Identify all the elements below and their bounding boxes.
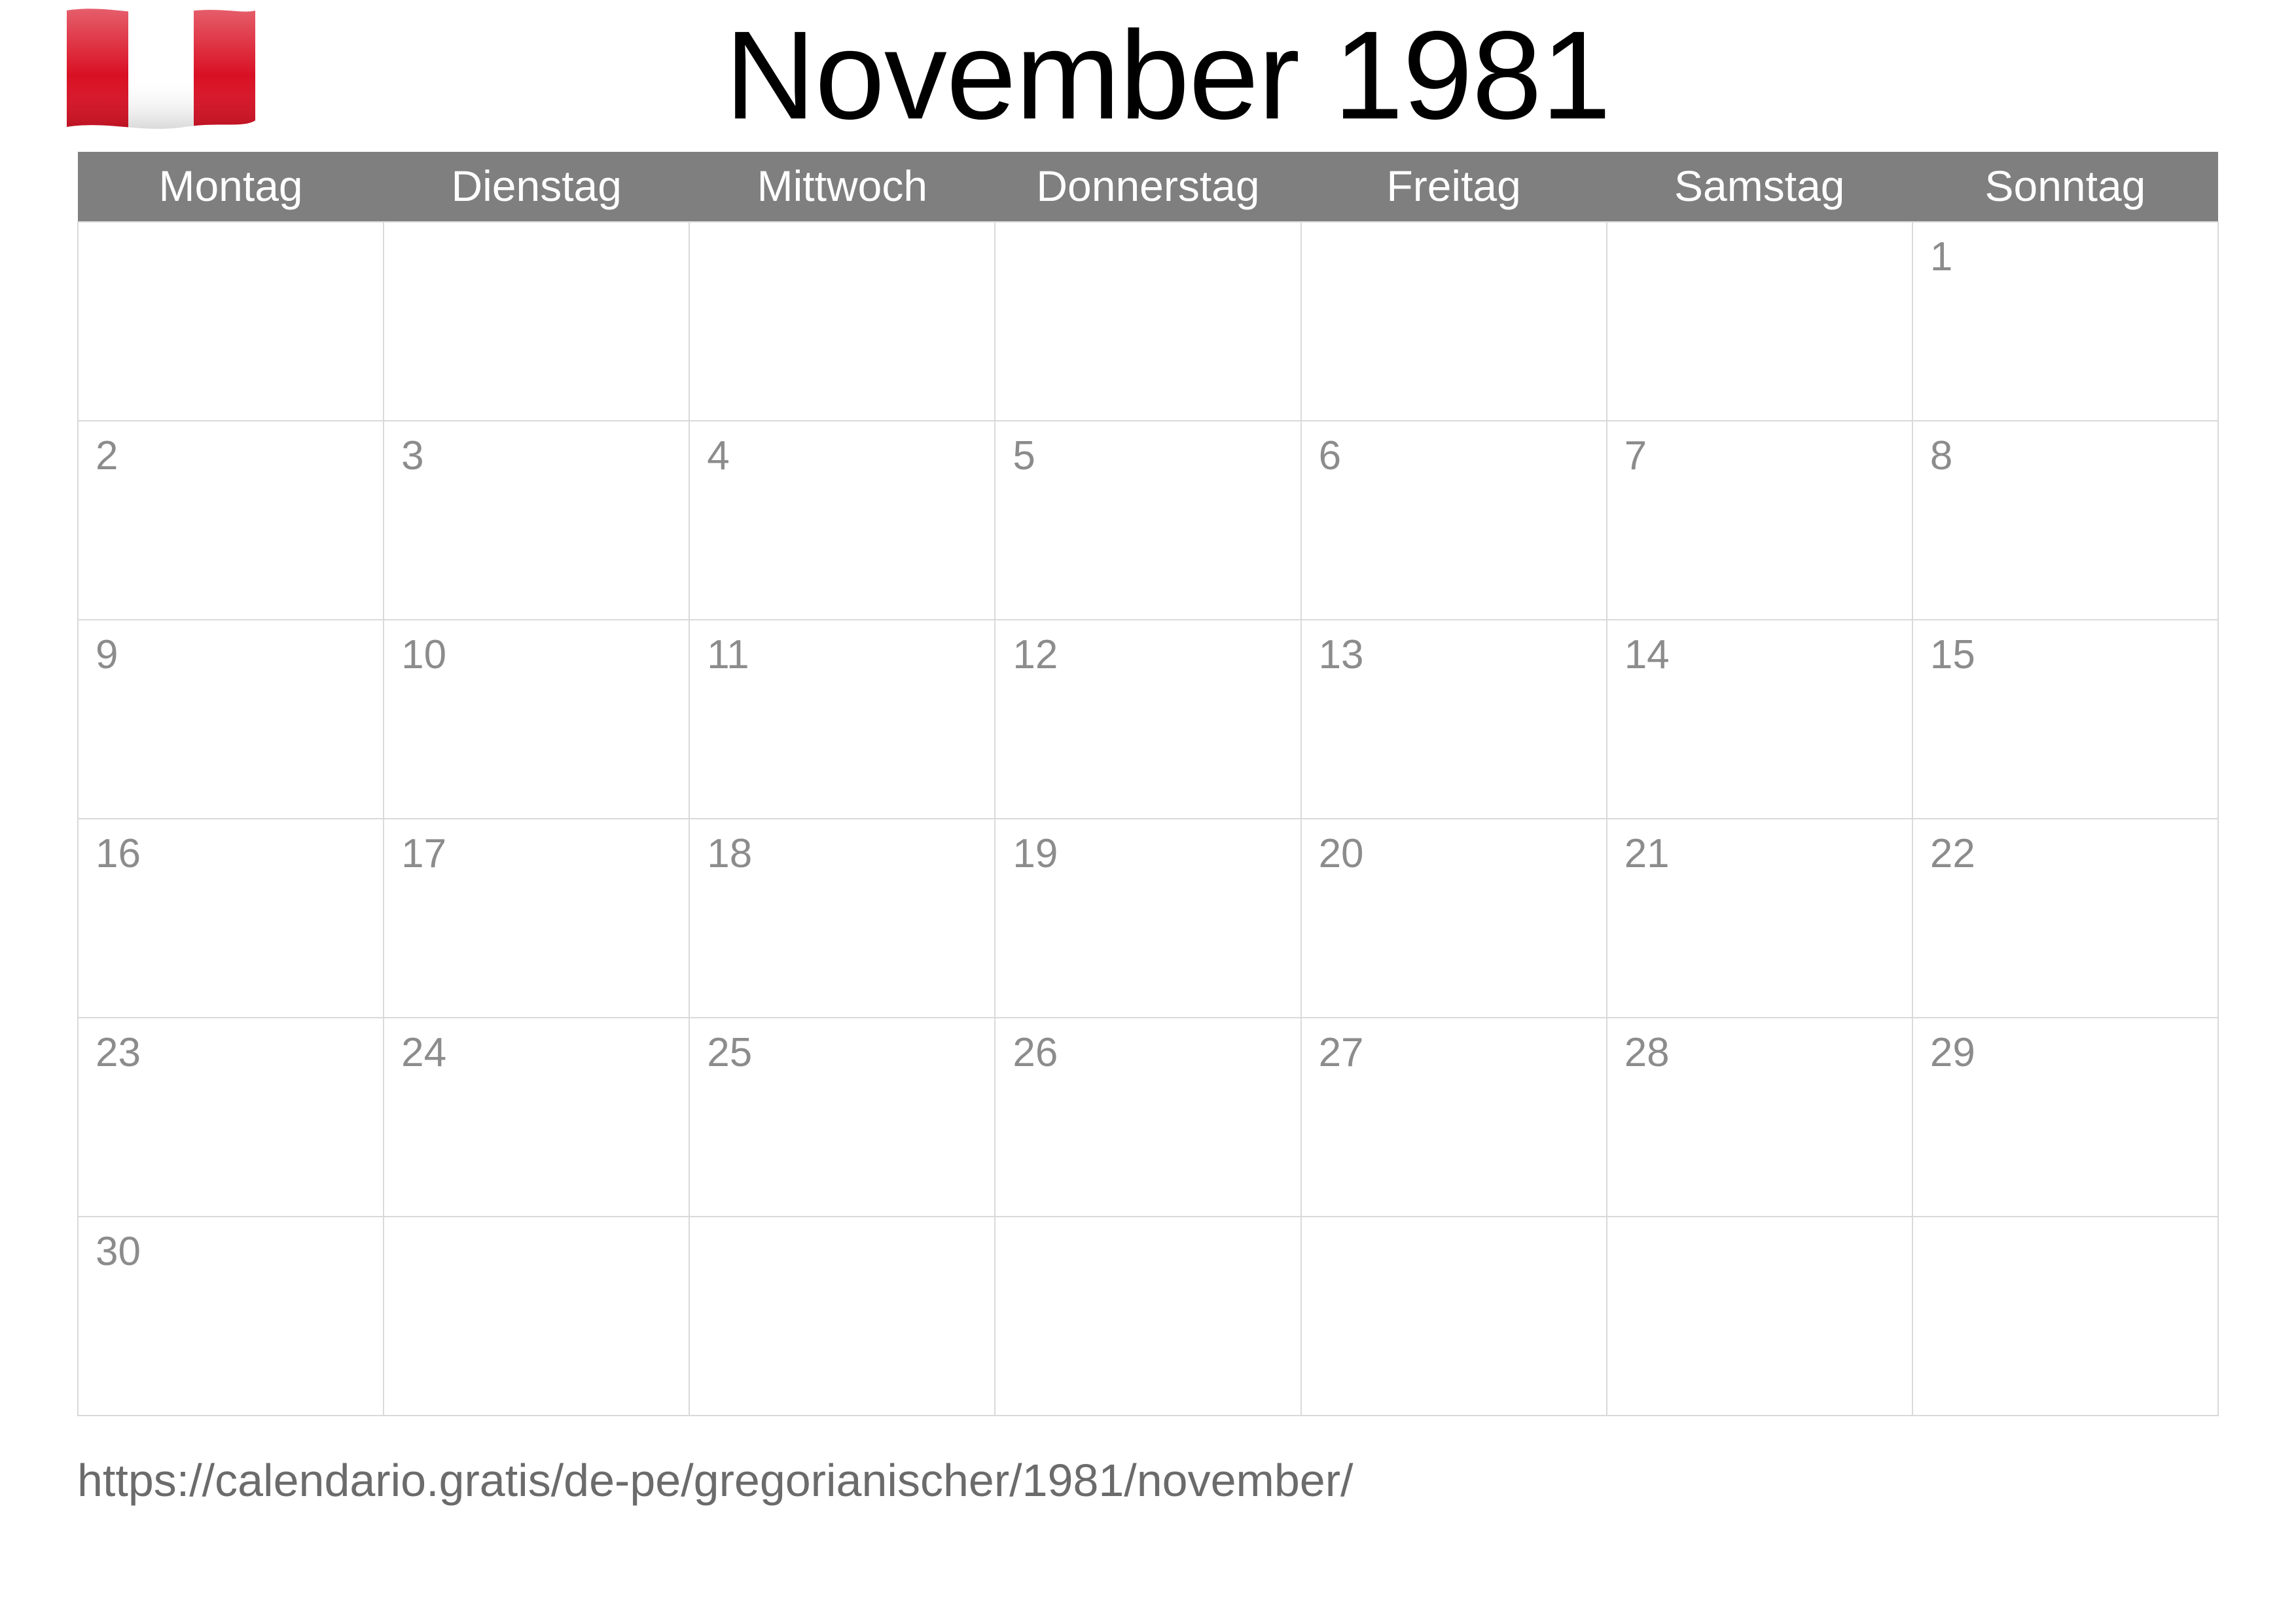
calendar-day-cell[interactable] bbox=[1912, 222, 2218, 421]
day-number: 4 bbox=[707, 433, 730, 478]
calendar-day-cell[interactable] bbox=[1912, 1217, 2218, 1416]
day-number: 26 bbox=[1013, 1030, 1058, 1075]
weekday-header-sonntag: Sonntag bbox=[1912, 152, 2218, 222]
calendar-day-cell[interactable] bbox=[1301, 1217, 1607, 1416]
day-number: 6 bbox=[1318, 433, 1342, 478]
weekday-header-dienstag: Dienstag bbox=[384, 152, 689, 222]
calendar-day-cell[interactable] bbox=[1301, 620, 1607, 819]
calendar-day-cell[interactable] bbox=[689, 421, 995, 620]
calendar-day-cell[interactable] bbox=[1301, 819, 1607, 1018]
calendar-day-cell[interactable] bbox=[1301, 222, 1607, 421]
calendar-day-cell[interactable] bbox=[384, 1018, 689, 1217]
calendar-day-cell[interactable] bbox=[995, 1018, 1300, 1217]
day-number: 2 bbox=[96, 433, 118, 478]
calendar-day-cell[interactable] bbox=[1912, 421, 2218, 620]
peru-flag-icon bbox=[63, 4, 259, 135]
weekday-header-mittwoch: Mittwoch bbox=[689, 152, 995, 222]
calendar-day-cell[interactable] bbox=[689, 222, 995, 421]
calendar-day-cell[interactable] bbox=[384, 620, 689, 819]
weekday-header-row bbox=[78, 152, 2218, 222]
day-number: 9 bbox=[96, 632, 118, 677]
calendar-week-row bbox=[78, 1018, 2218, 1217]
day-number: 28 bbox=[1624, 1030, 1670, 1075]
day-number: 7 bbox=[1624, 433, 1647, 478]
calendar-day-cell[interactable] bbox=[384, 1217, 689, 1416]
day-number: 27 bbox=[1318, 1030, 1364, 1075]
calendar-day-cell[interactable] bbox=[384, 222, 689, 421]
day-number: 20 bbox=[1318, 831, 1364, 876]
calendar-day-cell[interactable] bbox=[689, 1217, 995, 1416]
weekday-header-freitag: Freitag bbox=[1301, 152, 1607, 222]
calendar-day-cell[interactable] bbox=[1912, 620, 2218, 819]
calendar-day-cell[interactable] bbox=[78, 1217, 384, 1416]
calendar-day-cell[interactable] bbox=[1607, 620, 1912, 819]
day-number: 30 bbox=[96, 1229, 141, 1274]
day-number: 22 bbox=[1929, 831, 1975, 876]
weekday-header-samstag: Samstag bbox=[1607, 152, 1912, 222]
calendar-day-cell[interactable] bbox=[995, 1217, 1300, 1416]
calendar-day-cell[interactable] bbox=[384, 421, 689, 620]
calendar-day-cell[interactable] bbox=[78, 620, 384, 819]
day-number: 12 bbox=[1013, 632, 1058, 677]
day-number: 15 bbox=[1929, 632, 1975, 677]
calendar-day-cell[interactable] bbox=[995, 819, 1300, 1018]
day-number: 21 bbox=[1624, 831, 1670, 876]
weekday-header-donnerstag: Donnerstag bbox=[995, 152, 1300, 222]
page-header bbox=[0, 0, 2296, 151]
calendar-day-cell[interactable] bbox=[384, 819, 689, 1018]
calendar-grid bbox=[77, 152, 2219, 1416]
calendar-day-cell[interactable] bbox=[995, 620, 1300, 819]
day-number: 25 bbox=[707, 1030, 753, 1075]
calendar-day-cell[interactable] bbox=[1607, 1217, 1912, 1416]
calendar-day-cell[interactable] bbox=[78, 819, 384, 1018]
calendar-day-cell[interactable] bbox=[995, 222, 1300, 421]
day-number: 5 bbox=[1013, 433, 1035, 478]
day-number: 18 bbox=[707, 831, 753, 876]
day-number: 8 bbox=[1929, 433, 1953, 478]
day-number: 13 bbox=[1318, 632, 1364, 677]
calendar-week-row bbox=[78, 222, 2218, 421]
day-number: 19 bbox=[1013, 831, 1058, 876]
calendar-day-cell[interactable] bbox=[78, 421, 384, 620]
calendar-day-cell[interactable] bbox=[78, 1018, 384, 1217]
calendar-day-cell[interactable] bbox=[1607, 1018, 1912, 1217]
calendar-day-cell[interactable] bbox=[1912, 1018, 2218, 1217]
calendar-day-cell[interactable] bbox=[689, 1018, 995, 1217]
calendar-day-cell[interactable] bbox=[1607, 819, 1912, 1018]
day-number: 11 bbox=[707, 632, 749, 677]
day-number: 17 bbox=[401, 831, 447, 876]
page-title: November 1981 bbox=[725, 5, 1611, 145]
day-number: 24 bbox=[401, 1030, 447, 1075]
calendar-day-cell[interactable] bbox=[995, 421, 1300, 620]
day-number: 1 bbox=[1929, 234, 1953, 279]
calendar-day-cell[interactable] bbox=[689, 620, 995, 819]
calendar-day-cell[interactable] bbox=[1912, 819, 2218, 1018]
calendar-day-cell[interactable] bbox=[78, 222, 384, 421]
day-number: 3 bbox=[401, 433, 424, 478]
calendar-week-row bbox=[78, 1217, 2218, 1416]
day-number: 23 bbox=[96, 1030, 141, 1075]
day-number: 14 bbox=[1624, 632, 1670, 677]
day-number: 29 bbox=[1929, 1030, 1975, 1075]
source-url[interactable]: https://calendario.gratis/de-pe/gregorianischer/1981/november/ bbox=[77, 1455, 1354, 1506]
weekday-header-montag: Montag bbox=[78, 152, 384, 222]
calendar-day-cell[interactable] bbox=[1301, 1018, 1607, 1217]
day-number: 16 bbox=[96, 831, 141, 876]
calendar-day-cell[interactable] bbox=[1607, 222, 1912, 421]
calendar-week-row bbox=[78, 819, 2218, 1018]
day-number: 10 bbox=[401, 632, 447, 677]
calendar-day-cell[interactable] bbox=[1301, 421, 1607, 620]
calendar-day-cell[interactable] bbox=[1607, 421, 1912, 620]
calendar-day-cell[interactable] bbox=[689, 819, 995, 1018]
calendar-week-row bbox=[78, 421, 2218, 620]
calendar-week-row bbox=[78, 620, 2218, 819]
